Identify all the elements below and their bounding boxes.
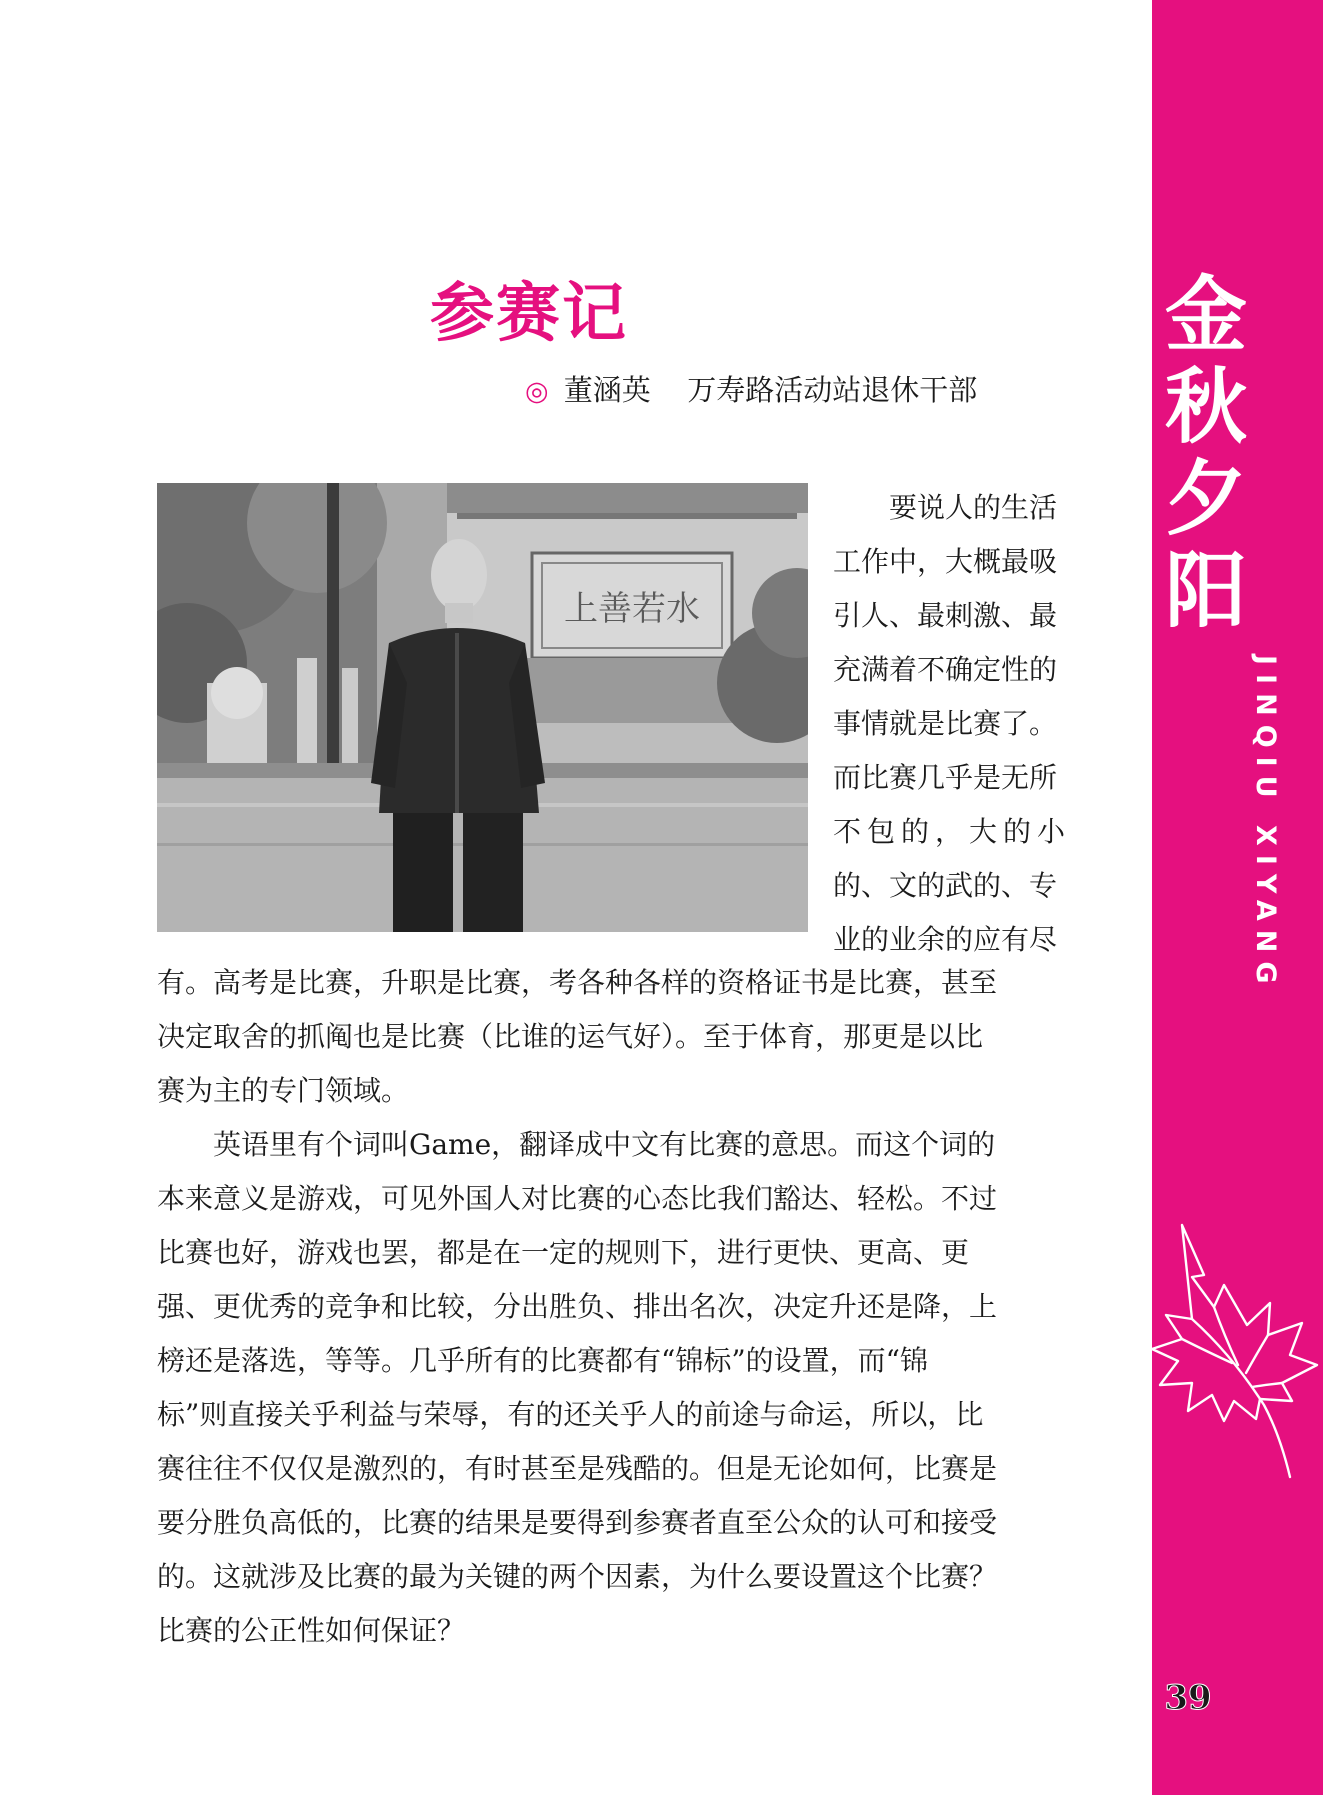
text-line: 的。这就涉及比赛的最为关键的两个因素，为什么要设置这个比赛？	[157, 1560, 998, 1593]
section-title-char: 秋	[1164, 360, 1247, 455]
text-line: 榜还是落选，等等。几乎所有的比赛都有“锦标”的设置，而“锦	[157, 1344, 928, 1377]
text-line: 赛为主的专门领域。	[157, 1074, 410, 1107]
section-title-char: 夕	[1164, 452, 1247, 547]
text-line: 而比赛几乎是无所	[833, 761, 1058, 794]
text-line: 要说人的生活	[889, 491, 1058, 524]
plaque-text: 上善若水	[564, 589, 700, 629]
article-title: 参赛记	[430, 277, 628, 351]
section-title-char: 阳	[1164, 544, 1247, 639]
section-title	[1162, 270, 1250, 638]
text-line: 不包的，大的小	[833, 815, 1072, 848]
text-line: 本来意义是游戏，可见外国人对比赛的心态比我们豁达、轻松。不过	[157, 1182, 998, 1215]
text-line: 充满着不确定性的	[833, 653, 1058, 686]
text-line: 英语里有个词叫Game，翻译成中文有比赛的意思。而这个词的	[157, 1128, 996, 1161]
section-pinyin-text: JINQIU XIYANG	[1250, 655, 1281, 993]
text-line: 工作中，大概最吸	[833, 545, 1058, 578]
maple-leaf-icon	[1152, 1215, 1323, 1515]
text-line: 业的业余的应有尽	[833, 923, 1058, 956]
byline-mark-icon: ◎	[525, 376, 549, 407]
text-line: 引人、最刺激、最	[833, 599, 1058, 632]
text-line: 标”则直接关乎利益与荣辱，有的还关乎人的前途与命运，所以，比	[157, 1398, 984, 1431]
author-photo	[157, 483, 808, 932]
text-line: 强、更优秀的竞争和比较，分出胜负、排出名次，决定升还是降，上	[157, 1290, 998, 1323]
photo-illustration	[157, 483, 808, 932]
article-body	[157, 956, 1093, 1658]
text-line: 有。高考是比赛，升职是比赛，考各种各样的资格证书是比赛，甚至	[157, 966, 998, 999]
text-line: 的、文的武的、专	[833, 869, 1058, 902]
section-pinyin	[1237, 655, 1297, 1035]
paragraph-1-side	[833, 481, 1093, 967]
text-line: 事情就是比赛了。	[833, 707, 1058, 740]
page-number: 39	[1164, 1678, 1212, 1718]
text-line: 决定取舍的抓阄也是比赛（比谁的运气好）。至于体育，那更是以比	[157, 1020, 984, 1053]
text-line: 赛往往不仅仅是激烈的，有时甚至是残酷的。但是无论如何，比赛是	[157, 1452, 998, 1485]
author-name: 董涵英	[563, 373, 651, 407]
text-line: 比赛也好，游戏也罢，都是在一定的规则下，进行更快、更高、更	[157, 1236, 970, 1269]
byline	[525, 368, 1045, 409]
author-affiliation: 万寿路活动站退休干部	[687, 373, 978, 407]
section-sidebar	[1152, 0, 1323, 1795]
text-line: 比赛的公正性如何保证？	[157, 1614, 466, 1647]
text-line: 要分胜负高低的，比赛的结果是要得到参赛者直至公众的认可和接受	[157, 1506, 998, 1539]
section-title-char: 金	[1164, 268, 1247, 363]
